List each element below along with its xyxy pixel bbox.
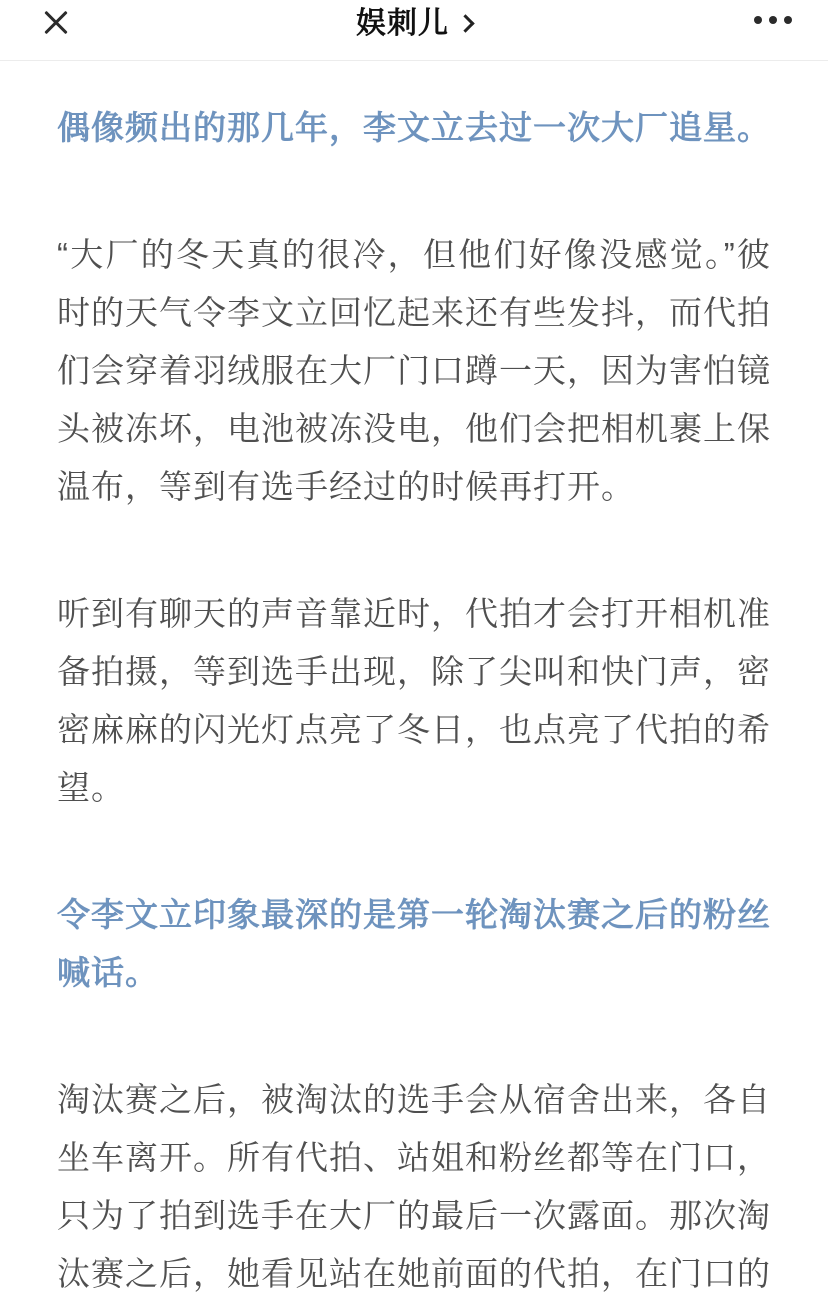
account-title-button[interactable] xyxy=(0,0,828,61)
highlight-sentence: 令李文立印象最深的是第一轮淘汰赛之后的粉丝喊话。 xyxy=(57,896,771,991)
highlight-sentence: 偶像频出的那几年，李文立去过一次大厂追星。 xyxy=(57,109,771,146)
chevron-right-icon xyxy=(456,14,474,32)
more-menu-dot xyxy=(754,16,762,24)
article-paragraph: “大厂的冬天真的很冷，但他们好像没感觉。”彼时的天气令李文立回忆起来还有些发抖，而代拍们会穿着羽绒服在大厂门口蹲一天，因为害怕镜头被冻坏，电池被冻没电，他们会把相机裹上保温布，等到有选手经过的时候再打开。 xyxy=(57,236,771,505)
article-paragraph: 淘汰赛之后，被淘汰的选手会从宿舍出来，各自坐车离开。所有代拍、站姐和粉丝都等在门口，只为了拍到选手在大厂的最后一次露面。那次淘汰赛之后，她看见站在她前面的代拍，在门口的 xyxy=(57,1081,771,1292)
article-paragraph: 听到有聊天的声音靠近时，代拍才会打开相机准备拍摄，等到选手出现，除了尖叫和快门声，密密麻麻的闪光灯点亮了冬日，也点亮了代拍的希望。 xyxy=(57,595,771,806)
page-title: 娱刺儿 xyxy=(356,6,449,40)
article-content xyxy=(0,61,828,1303)
more-menu-dot xyxy=(784,16,792,24)
navbar xyxy=(0,0,828,61)
more-menu-icon[interactable] xyxy=(754,10,792,30)
more-menu-dot xyxy=(769,16,777,24)
